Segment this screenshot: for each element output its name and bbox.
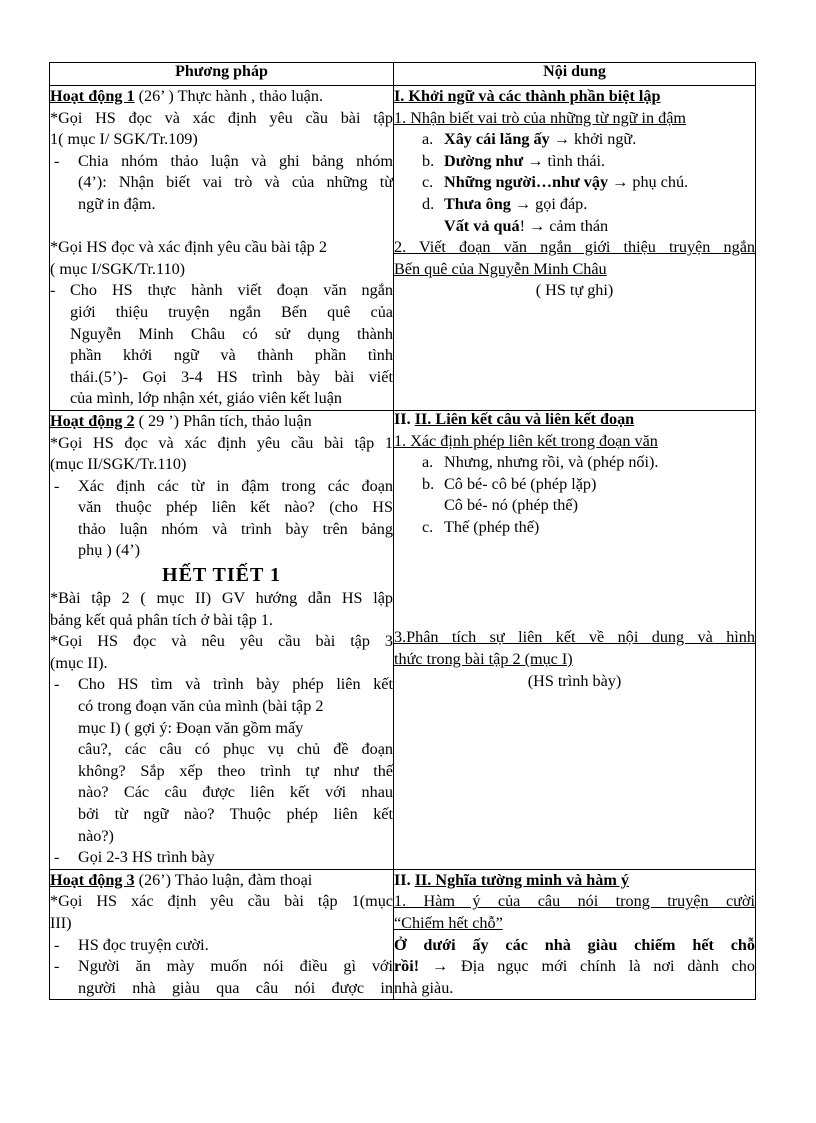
task-item: - Cho HS thực hành viết đoạn văn ngắn giới thiệu truyện ngắn Bến quê của Nguyễn Minh Châu có sử dụng thành phần khởi ngữ và thành phần tình thái.(5’)- Gọi 3-4 HS trình bày bài viết của mình, lớp nhận xét, giáo viên kết luận bbox=[50, 281, 393, 408]
activity-2-title: Hoạt động 2 bbox=[50, 411, 135, 430]
header-content: Nội dung bbox=[394, 63, 756, 86]
activity-3-title: Hoạt động 3 bbox=[50, 870, 135, 889]
section-heading-2: II. II. Liên kết câu và liên kết đoạn bbox=[394, 409, 635, 428]
task-item: - HS đọc truyện cười. bbox=[54, 935, 209, 954]
cell-content-3: II. II. Nghĩa tường minh và hàm ý 1. Hàm ý của câu nói trong truyện cười “Chiếm hết chỗ” Ở dưới ấy các nhà giàu chiếm hết chỗ rồi! → Địa ngục mới chính là nơi dành cho nhà giàu. bbox=[394, 869, 756, 1000]
task-item: - Cho HS tìm và trình bày phép liên kết có trong đoạn văn của mình (bài tập 2 mục I) ( gợi ý: Đoạn văn gồm mấy câu?, các câu có phục vụ chủ đề đoạn không? Sắp xếp theo trình tự như thế nào? Các câu được liên kết với nhau bởi từ ngữ nào? Thuộc phép liên kết nào?) bbox=[54, 675, 393, 845]
header-method: Phương pháp bbox=[50, 63, 394, 86]
lesson-table bbox=[49, 62, 756, 1000]
section-heading-3: II. II. Nghĩa tường minh và hàm ý bbox=[394, 870, 630, 889]
task-item: - Xác định các từ in đậm trong các đoạn văn thuộc phép liên kết nào? (cho HS thảo luận nhóm và trình bày trên bảng phụ ) (4’) bbox=[54, 476, 393, 560]
cell-content-1: I. Khởi ngữ và các thành phần biệt lập 1. Nhận biết vai trò của những từ ngữ in đậm a. Xây cái lăng ấy → khởi ngữ. b. Dường như → tình thái. c. Những người…như vậy → phụ chú. d. Thưa ông → gọi đáp. Vất vả quá! → cảm thán 2. Viết đoạn văn ngắn giới thiệu truyện ngắn Bến quê của Nguyễn Minh Châu ( HS tự ghi) bbox=[394, 86, 756, 411]
task-item: - Chia nhóm thảo luận và ghi bảng nhóm (4’): Nhận biết vai trò và của những từ ngữ in đậm. bbox=[54, 151, 393, 213]
header-row bbox=[50, 63, 756, 86]
task-item: - Gọi 2-3 HS trình bày bbox=[54, 848, 215, 867]
section-heading: I. Khởi ngữ và các thành phần biệt lập bbox=[394, 87, 661, 105]
cell-content-2: II. II. Liên kết câu và liên kết đoạn 1. Xác định phép liên kết trong đoạn văn a. Nhưng, nhưng rồi, và (phép nối). b. Cô bé- cô bé (phép lặp) Cô bé- nó (phép thế) c. Thế (phép thế) 3.Phân tích sự liên kết về nội dung và hình thức trong bài tập 2 (mục I) (HS trình bày) bbox=[394, 410, 756, 869]
cell-method-3: Hoạt động 3 (26’) Thảo luận, đàm thoại *Gọi HS xác định yêu cầu bài tập 1(mục III) - HS đọc truyện cười. - Người ăn mày muốn nói điều gì với người nhà giàu qua câu nói được in bbox=[50, 869, 394, 1000]
end-of-period-heading: HẾT TIẾT 1 bbox=[162, 564, 281, 587]
row-activity-1 bbox=[50, 86, 756, 411]
task-item: - Người ăn mày muốn nói điều gì với người nhà giàu qua câu nói được in bbox=[54, 957, 393, 997]
row-activity-3 bbox=[50, 869, 756, 1000]
cell-method-1: Hoạt động 1 (26’ ) Thực hành , thảo luận. *Gọi HS đọc và xác định yêu cầu bài tập 1( mục I/ SGK/Tr.109) - Chia nhóm thảo luận và ghi bảng nhóm (4’): Nhận biết vai trò và của những từ ngữ in đậm. *Gọi HS đọc và xác định yêu cầu bài tập 2 ( mục I/SGK/Tr.110) - Cho HS thực hành viết đoạn văn ngắn giới thiệu truyện ngắn Bến quê của Nguyễn Minh Châu có sử dụng thành phần khởi ngữ và thành phần tình thái.(5’)- Gọi 3-4 HS trình bày bài viết của mình, lớp nhận xét, giáo viên kết luận bbox=[50, 86, 394, 411]
row-activity-2 bbox=[50, 410, 756, 869]
activity-1-title: Hoạt động 1 bbox=[50, 87, 135, 105]
cell-method-2: Hoạt động 2 ( 29 ’) Phân tích, thảo luận *Gọi HS đọc và xác định yêu cầu bài tập 1 (mục II/SGK/Tr.110) - Xác định các từ in đậm trong các đoạn văn thuộc phép liên kết nào? (cho HS thảo luận nhóm và trình bày trên bảng phụ ) (4’) HẾT TIẾT 1 *Bài tập 2 ( mục II) GV hướng dẫn HS lập bảng kết quả phân tích ở bài tập 1. *Gọi HS đọc và nêu yêu cầu bài tập 3 (mục II). - Cho HS tìm và trình bày phép liên kết có trong đoạn văn của mình (bài tập 2 mục I) ( gợi ý: Đoạn văn gồm mấy câu?, các câu có phục vụ chủ đề đoạn không? Sắp xếp theo trình tự như thế nào? Các câu được liên kết với nhau bởi từ ngữ nào? Thuộc phép liên kết nào?) - Gọi 2-3 HS trình bày bbox=[50, 410, 394, 869]
